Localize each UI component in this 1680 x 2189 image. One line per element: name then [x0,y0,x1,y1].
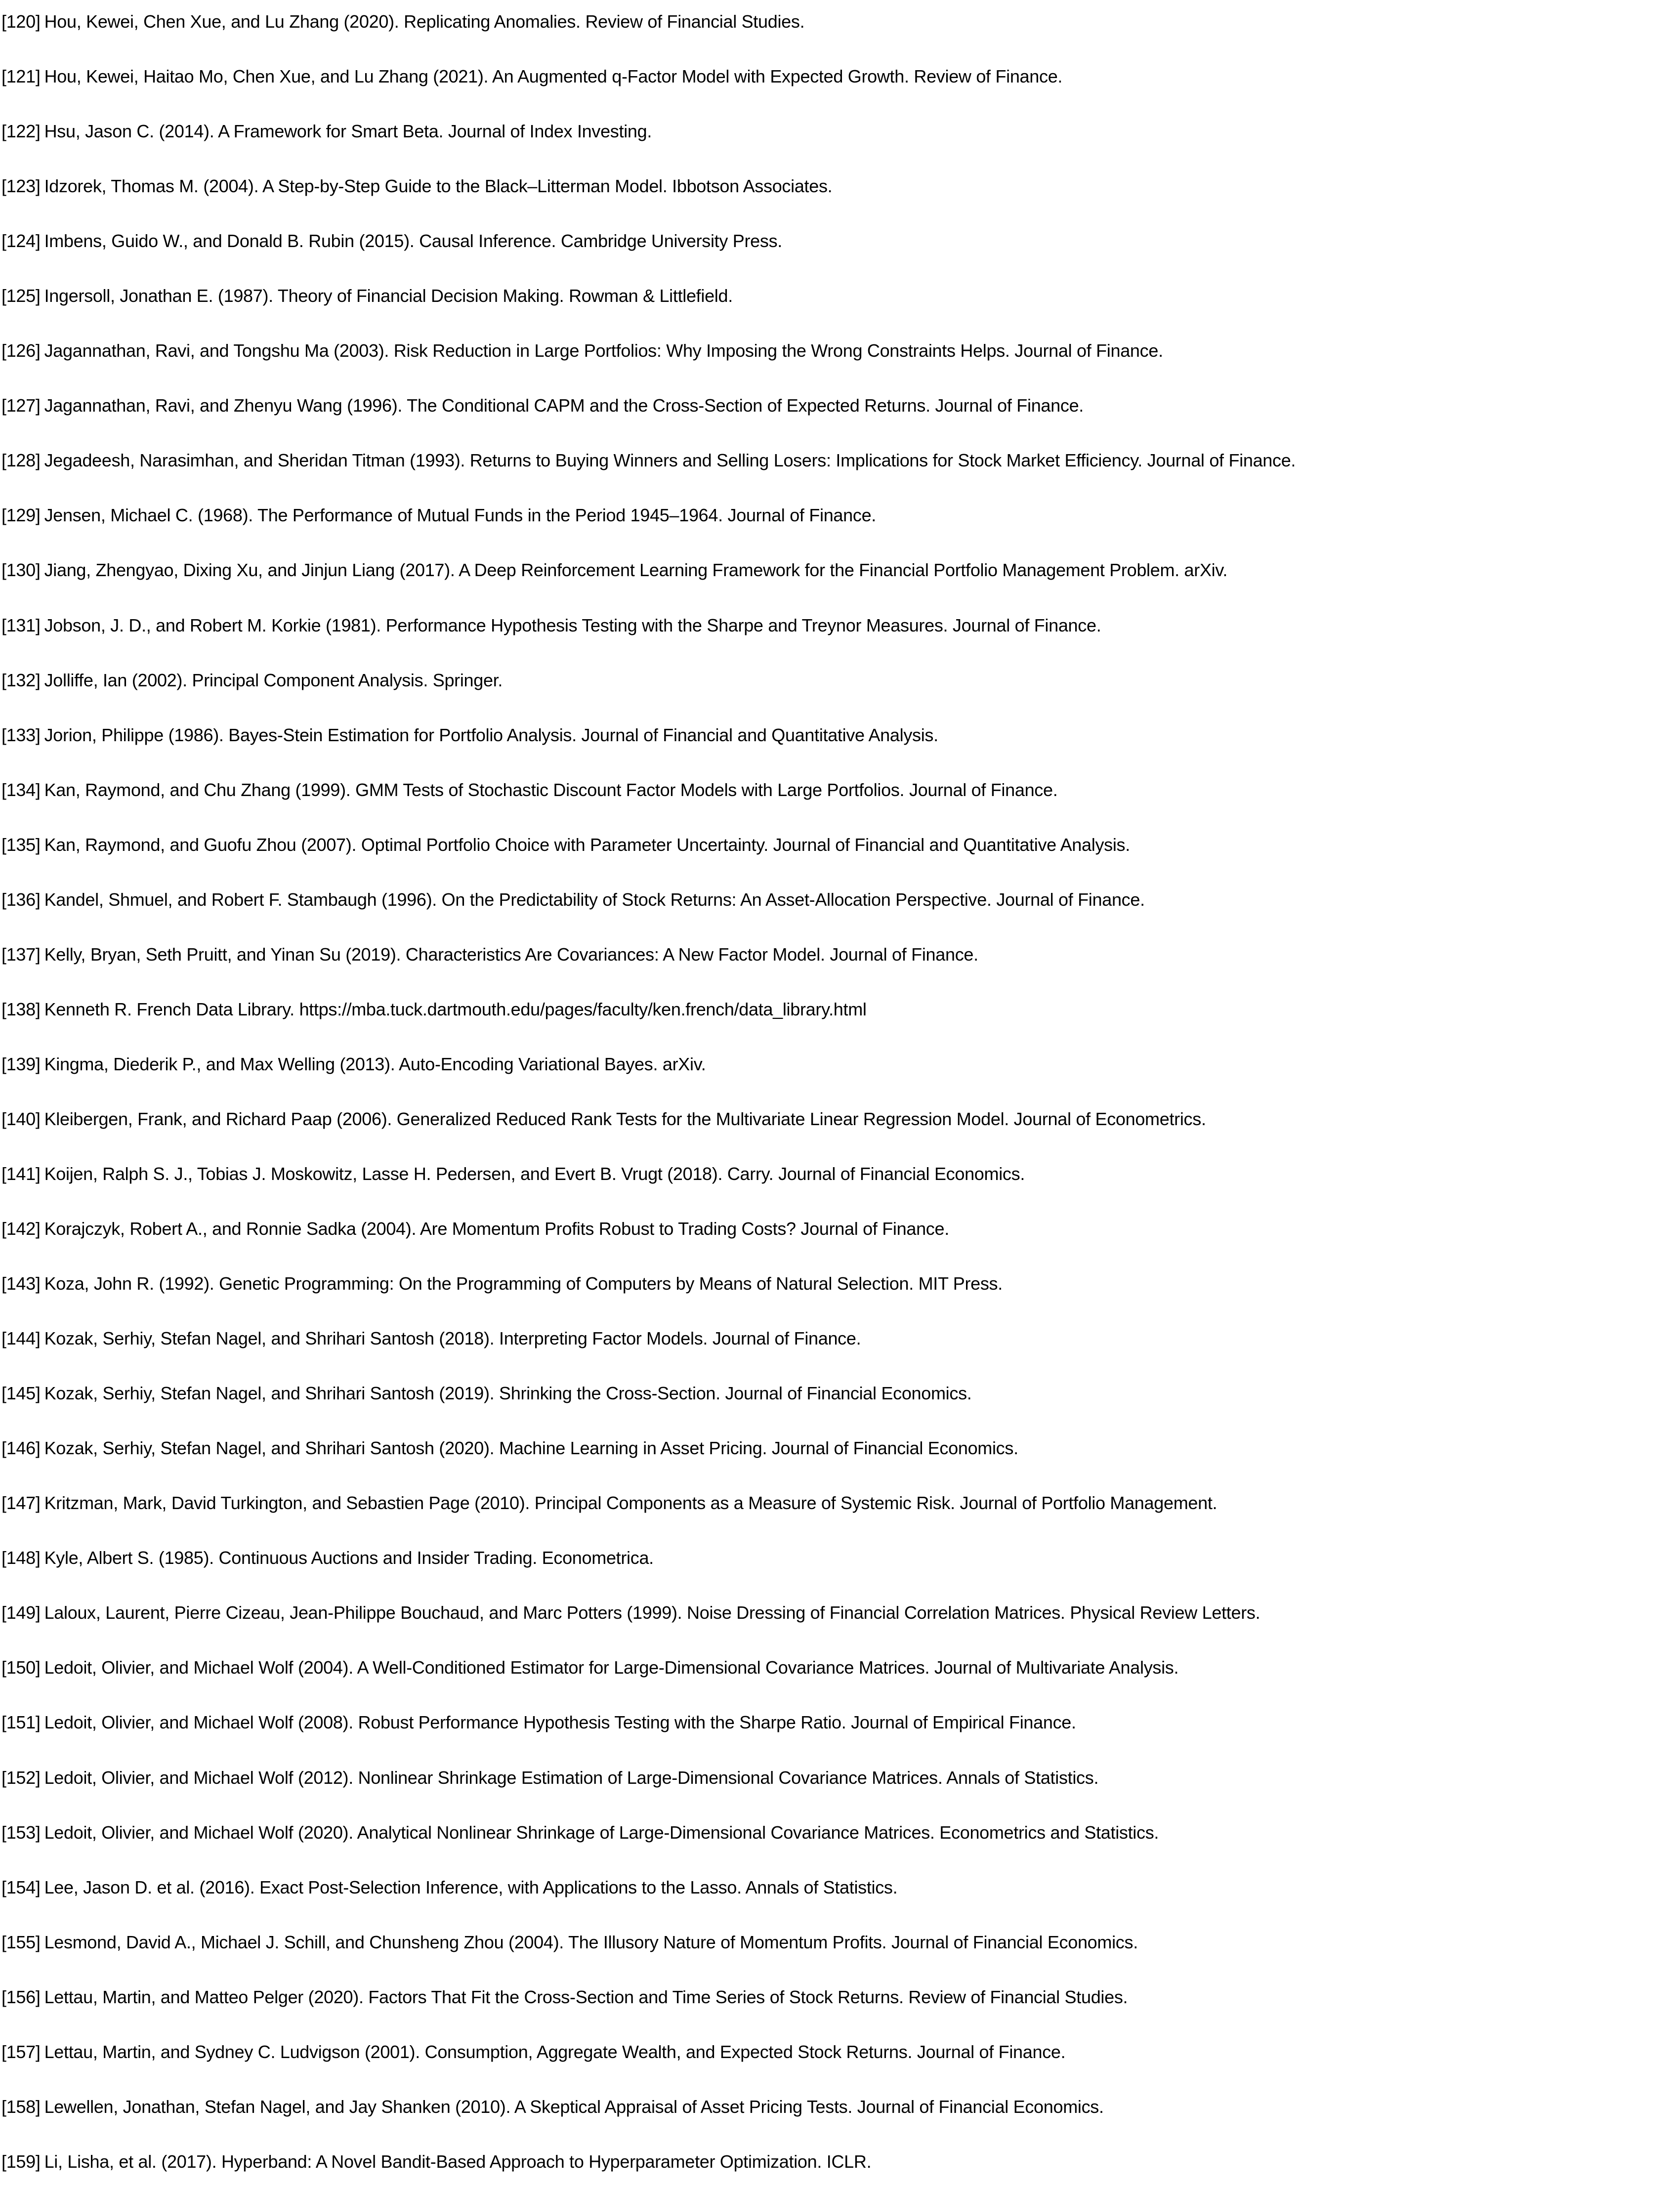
reference-item [1,488,1680,543]
reference-item [1,1037,1680,1092]
reference-citation: Kozak, Serhiy, Stefan Nagel, and Shrihari Santosh (2019). Shrinking the Cross-Section. Journal of Financial Economics. [44,1383,972,1404]
reference-number: [156] [1,1986,41,2007]
reference-number: [139] [1,1053,41,1074]
reference-number: [126] [1,340,41,361]
reference-citation: Kingma, Diederik P., and Max Welling (2013). Auto-Encoding Variational Bayes. arXiv. [44,1053,706,1074]
reference-citation: Lee, Jason D. et al. (2016). Exact Post-Selection Inference, with Applications to the Lasso. Annals of Statistics. [44,1877,898,1897]
reference-item [1,49,1680,104]
reference-citation: Jobson, J. D., and Robert M. Korkie (1981). Performance Hypothesis Testing with the Sharpe and Treynor Measures. Journal of Finance. [44,615,1101,635]
reference-citation: Jolliffe, Ian (2002). Principal Component Analysis. Springer. [44,670,503,690]
reference-citation: Lesmond, David A., Michael J. Schill, and Chunsheng Zhou (2004). The Illusory Nature of Momentum Profits. Journal of Financial Economics. [44,1932,1138,1952]
reference-item [1,104,1680,159]
reference-item [1,1805,1680,1860]
reference-citation: Jagannathan, Ravi, and Tongshu Ma (2003). Risk Reduction in Large Portfolios: Why Imposing the Wrong Constraints Helps. Journal of Finance. [44,340,1163,361]
reference-citation: Ledoit, Olivier, and Michael Wolf (2012). Nonlinear Shrinkage Estimation of Large-Dimensional Covariance Matrices. Annals of Statistics. [44,1767,1099,1788]
reference-number: [135] [1,834,41,855]
reference-item [1,433,1680,488]
reference-item [1,927,1680,982]
reference-item [1,1530,1680,1585]
reference-citation: Kyle, Albert S. (1985). Continuous Auctions and Insider Trading. Econometrica. [44,1548,654,1568]
reference-number: [151] [1,1712,41,1733]
reference-item [1,872,1680,927]
reference-citation: Hou, Kewei, Haitao Mo, Chen Xue, and Lu Zhang (2021). An Augmented q-Factor Model with Expected Growth. Review of Finance. [44,66,1063,87]
reference-citation: Kozak, Serhiy, Stefan Nagel, and Shrihari Santosh (2020). Machine Learning in Asset Pricing. Journal of Financial Economics. [44,1438,1018,1459]
reference-item [1,1475,1680,1530]
reference-citation: Koijen, Ralph S. J., Tobias J. Moskowitz, Lasse H. Pedersen, and Evert B. Vrugt (2018). Carry. Journal of Financial Economics. [44,1163,1025,1184]
reference-item [1,1640,1680,1695]
reference-item [1,1860,1680,1915]
reference-number: [137] [1,944,41,965]
reference-citation: Jagannathan, Ravi, and Zhenyu Wang (1996). The Conditional CAPM and the Cross-Section of Expected Returns. Journal of Finance. [44,395,1084,416]
reference-item [1,213,1680,268]
reference-citation: Kelly, Bryan, Seth Pruitt, and Yinan Su (2019). Characteristics Are Covariances: A New Factor Model. Journal of Finance. [44,944,978,965]
reference-number: [145] [1,1383,41,1404]
reference-number: [125] [1,286,41,306]
reference-number: [154] [1,1877,41,1897]
reference-citation: Koza, John R. (1992). Genetic Programming: On the Programming of Computers by Means of Natural Selection. MIT Press. [44,1273,1003,1294]
reference-citation: Jiang, Zhengyao, Dixing Xu, and Jinjun Liang (2017). A Deep Reinforcement Learning Framework for the Financial Portfolio Management Problem. arXiv. [44,560,1228,581]
reference-item [1,1421,1680,1475]
reference-citation: Jensen, Michael C. (1968). The Performance of Mutual Funds in the Period 1945–1964. Journal of Finance. [44,505,877,526]
reference-citation: Kritzman, Mark, David Turkington, and Sebastien Page (2010). Principal Components as a Measure of Systemic Risk. Journal of Portfolio Management. [44,1493,1218,1514]
reference-item [1,2024,1680,2079]
reference-citation: Kandel, Shmuel, and Robert F. Stambaugh (1996). On the Predictability of Stock Returns: An Asset-Allocation Perspective. Journal of Finance. [44,889,1145,910]
reference-citation: Hou, Kewei, Chen Xue, and Lu Zhang (2020). Replicating Anomalies. Review of Financial Studies. [44,11,805,32]
reference-item [1,1311,1680,1366]
reference-item [1,323,1680,378]
reference-citation: Imbens, Guido W., and Donald B. Rubin (2015). Causal Inference. Cambridge University Press. [44,231,782,252]
reference-item [1,1915,1680,1970]
reference-item [1,1585,1680,1640]
reference-item [1,817,1680,872]
reference-number: [143] [1,1273,41,1294]
reference-number: [127] [1,395,41,416]
reference-item [1,1695,1680,1750]
reference-citation: Ledoit, Olivier, and Michael Wolf (2004). A Well-Conditioned Estimator for Large-Dimensional Covariance Matrices. Journal of Multivariate Analysis. [44,1657,1179,1678]
reference-number: [121] [1,66,41,87]
reference-citation: Li, Lisha, et al. (2017). Hyperband: A Novel Bandit-Based Approach to Hyperparameter Optimization. ICLR. [44,2151,872,2172]
reference-number: [131] [1,615,41,635]
reference-item [1,2079,1680,2134]
reference-number: [141] [1,1163,41,1184]
reference-item [1,1970,1680,2024]
reference-citation: Kozak, Serhiy, Stefan Nagel, and Shrihari Santosh (2018). Interpreting Factor Models. Journal of Finance. [44,1328,861,1349]
reference-citation: Lettau, Martin, and Matteo Pelger (2020). Factors That Fit the Cross-Section and Time Series of Stock Returns. Review of Financial Studies. [44,1986,1128,2007]
reference-number: [129] [1,505,41,526]
reference-number: [152] [1,1767,41,1788]
reference-item [1,268,1680,323]
reference-item [1,1146,1680,1201]
reference-number: [157] [1,2041,41,2062]
reference-number: [153] [1,1822,41,1843]
reference-item [1,762,1680,817]
reference-citation: Ledoit, Olivier, and Michael Wolf (2020). Analytical Nonlinear Shrinkage of Large-Dimensional Covariance Matrices. Econometrics and Statistics. [44,1822,1159,1843]
reference-citation: Kleibergen, Frank, and Richard Paap (2006). Generalized Reduced Rank Tests for the Multivariate Linear Regression Model. Journal of Econometrics. [44,1108,1206,1129]
reference-item [1,0,1680,49]
reference-number: [130] [1,560,41,581]
reference-number: [147] [1,1493,41,1514]
reference-number: [158] [1,2096,41,2117]
reference-item [1,598,1680,653]
reference-item [1,2134,1680,2189]
reference-number: [124] [1,231,41,252]
reference-citation: Ledoit, Olivier, and Michael Wolf (2008). Robust Performance Hypothesis Testing with the Sharpe Ratio. Journal of Empirical Finance. [44,1712,1076,1733]
reference-number: [138] [1,999,41,1019]
reference-number: [159] [1,2151,41,2172]
reference-citation: Jegadeesh, Narasimhan, and Sheridan Titman (1993). Returns to Buying Winners and Selling Losers: Implications for Stock Market Efficiency. Journal of Finance. [44,450,1296,471]
reference-number: [133] [1,724,41,745]
reference-number: [132] [1,670,41,690]
reference-citation: Jorion, Philippe (1986). Bayes-Stein Estimation for Portfolio Analysis. Journal of Financial and Quantitative Analysis. [44,724,938,745]
reference-citation: Kan, Raymond, and Chu Zhang (1999). GMM Tests of Stochastic Discount Factor Models with Large Portfolios. Journal of Finance. [44,779,1058,800]
reference-citation: Kenneth R. French Data Library. https://mba.tuck.dartmouth.edu/pages/faculty/ken.french/data_library.html [44,999,867,1019]
reference-item [1,1366,1680,1421]
reference-citation: Laloux, Laurent, Pierre Cizeau, Jean-Philippe Bouchaud, and Marc Potters (1999). Noise Dressing of Financial Correlation Matrices. Physical Review Letters. [44,1602,1260,1623]
reference-item [1,159,1680,213]
reference-item [1,543,1680,597]
reference-citation: Lettau, Martin, and Sydney C. Ludvigson (2001). Consumption, Aggregate Wealth, and Expected Stock Returns. Journal of Finance. [44,2041,1066,2062]
reference-number: [144] [1,1328,41,1349]
reference-number: [128] [1,450,41,471]
reference-item [1,653,1680,708]
reference-number: [134] [1,779,41,800]
reference-number: [142] [1,1219,41,1239]
reference-number: [146] [1,1438,41,1459]
reference-citation: Lewellen, Jonathan, Stefan Nagel, and Jay Shanken (2010). A Skeptical Appraisal of Asset Pricing Tests. Journal of Financial Economics. [44,2096,1104,2117]
reference-item [1,708,1680,762]
reference-item [1,1750,1680,1805]
reference-citation: Idzorek, Thomas M. (2004). A Step-by-Step Guide to the Black–Litterman Model. Ibbotson Associates. [44,176,833,197]
reference-number: [140] [1,1108,41,1129]
reference-citation: Hsu, Jason C. (2014). A Framework for Smart Beta. Journal of Index Investing. [44,121,652,142]
reference-item [1,378,1680,433]
reference-item [1,1201,1680,1256]
reference-number: [120] [1,11,41,32]
reference-citation: Korajczyk, Robert A., and Ronnie Sadka (2004). Are Momentum Profits Robust to Trading Costs? Journal of Finance. [44,1219,949,1239]
reference-number: [136] [1,889,41,910]
reference-number: [148] [1,1548,41,1568]
reference-number: [122] [1,121,41,142]
reference-number: [149] [1,1602,41,1623]
reference-number: [155] [1,1932,41,1952]
reference-number: [150] [1,1657,41,1678]
reference-item [1,982,1680,1037]
reference-item [1,1092,1680,1146]
reference-citation: Kan, Raymond, and Guofu Zhou (2007). Optimal Portfolio Choice with Parameter Uncertainty. Journal of Financial and Quantitative Analysis. [44,834,1130,855]
reference-number: [123] [1,176,41,197]
reference-citation: Ingersoll, Jonathan E. (1987). Theory of Financial Decision Making. Rowman & Littlefield. [44,286,733,306]
reference-item [1,1256,1680,1311]
